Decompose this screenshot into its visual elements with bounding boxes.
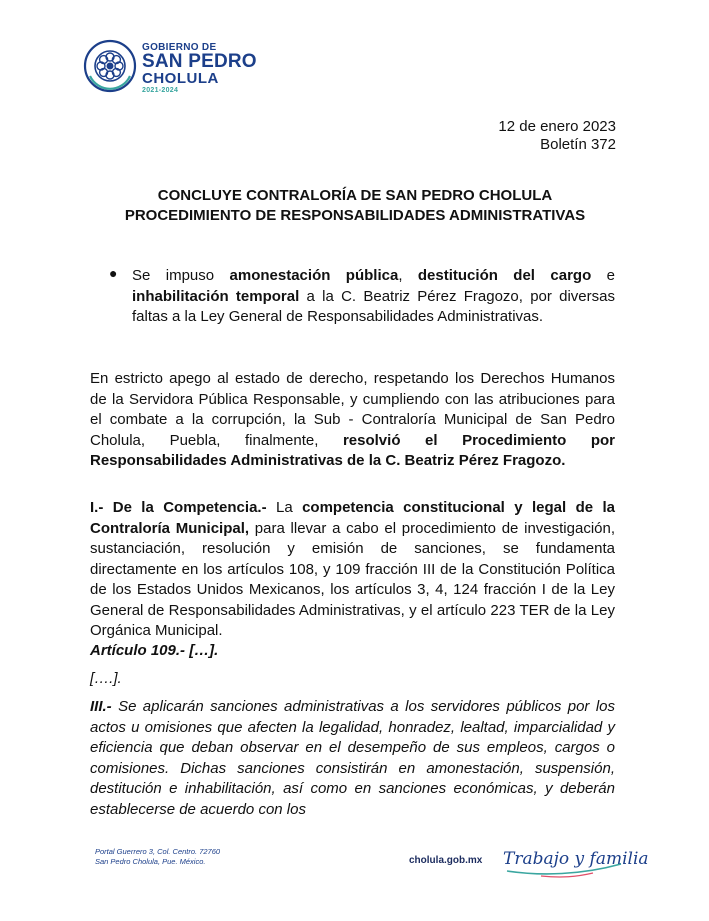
logo-line-gobierno: GOBIERNO DE bbox=[142, 42, 217, 53]
bullet-text-1: Se impuso bbox=[132, 267, 230, 284]
summary-bullet-text bbox=[132, 266, 615, 328]
flower-seal-icon bbox=[82, 38, 138, 94]
slogan-text: Trabajo y familia bbox=[503, 849, 649, 869]
bullet-text-2: , bbox=[398, 267, 418, 284]
logo-line-period: 2021-2024 bbox=[142, 87, 179, 94]
footer-slogan bbox=[501, 840, 649, 882]
paragraph-fraccion-iii bbox=[90, 697, 615, 820]
bullet-text-3: e bbox=[591, 267, 615, 284]
ellipsis-line bbox=[90, 669, 615, 690]
bullet-bold-1: amonestación pública bbox=[229, 267, 399, 284]
bullet-bold-2: destitución del cargo bbox=[417, 267, 592, 284]
competencia-heading: I.- De la Competencia.- bbox=[90, 499, 267, 516]
bulletin-number: Boletín 372 bbox=[540, 136, 616, 153]
date-block bbox=[498, 118, 616, 154]
fraccion-iii-label: III.- bbox=[90, 698, 112, 715]
article-109-label: Artículo 109.- […]. bbox=[90, 642, 219, 659]
title-line-1: CONCLUYE CONTRALORÍA DE SAN PEDRO CHOLULA bbox=[157, 187, 553, 204]
address-line-2: San Pedro Cholula, Pue. México. bbox=[95, 857, 206, 866]
page-title bbox=[90, 186, 620, 226]
address-line-1: Portal Guerrero 3, Col. Centro. 72760 bbox=[95, 847, 221, 856]
bullet-dot-icon: ● bbox=[109, 265, 118, 281]
paragraph-intro bbox=[90, 369, 615, 472]
fraccion-iii-text: Se aplicarán sanciones administrativas a los servidores públicos por los actos u omisiones que afecten la legalidad, honradez, lealtad, imparcialidad y eficiencia que deban observar en el desempeño de sus empleos, cargos o comisiones. Dichas sanciones consistirán en amonestación, suspensión, destitución e inhabilitación, así como en sanciones económicas, y deberán establecerse de acuerdo con los bbox=[90, 698, 615, 818]
ellipsis-text: [….]. bbox=[90, 670, 122, 687]
municipal-logo bbox=[82, 38, 282, 100]
paragraph-competencia bbox=[90, 498, 615, 642]
intro-text: En estricto apego al estado de derecho, respetando los Derechos Humanos de la Servidora Pública Responsable, y cumpliendo con las atribuciones para el combate a la corrupción, la Sub - Contraloría Municipal de San Pedro Cholula, Puebla, finalmente, bbox=[90, 370, 615, 449]
footer-address bbox=[95, 847, 220, 867]
title-line-2: PROCEDIMIENTO DE RESPONSABILIDADES ADMINISTRATIVAS bbox=[124, 207, 586, 224]
bullet-bold-3: inhabilitación temporal bbox=[132, 287, 300, 305]
competencia-bold: competencia constitucional y legal de la Contraloría Municipal, bbox=[90, 499, 615, 537]
logo-line-san-pedro: SAN PEDRO bbox=[142, 51, 257, 72]
bulletin-date: 12 de enero 2023 bbox=[498, 118, 616, 135]
logo-wordmark bbox=[142, 42, 257, 96]
competencia-text-1: La bbox=[266, 499, 303, 516]
logo-line-cholula: CHOLULA bbox=[142, 70, 219, 87]
summary-bullet bbox=[109, 265, 615, 328]
competencia-text-2: para llevar a cabo el procedimiento de investigación, sustanciación, resolución y emisión de sanciones, se fundamenta directamente en los artículos 108, y 109 fracción III de la Constitución Política de los Estados Unidos Mexicanos, los artículos 3, 4, 124 fracción I de la Ley General de Responsabilidades Administrativas, y el artículo 223 TER de la Ley Orgánica Municipal. bbox=[90, 519, 616, 639]
bullet-text-4: a la C. Beatriz Pérez Fragozo, por diversas faltas a la Ley General de Responsabilidades Administrativas. bbox=[132, 287, 615, 325]
article-heading bbox=[90, 641, 615, 662]
footer-website: cholula.gob.mx bbox=[409, 855, 483, 866]
intro-bold: resolvió el Procedimiento por Responsabilidades Administrativas de la C. Beatriz Pérez Fragozo. bbox=[90, 431, 615, 469]
slogan-signature-icon bbox=[501, 840, 649, 882]
